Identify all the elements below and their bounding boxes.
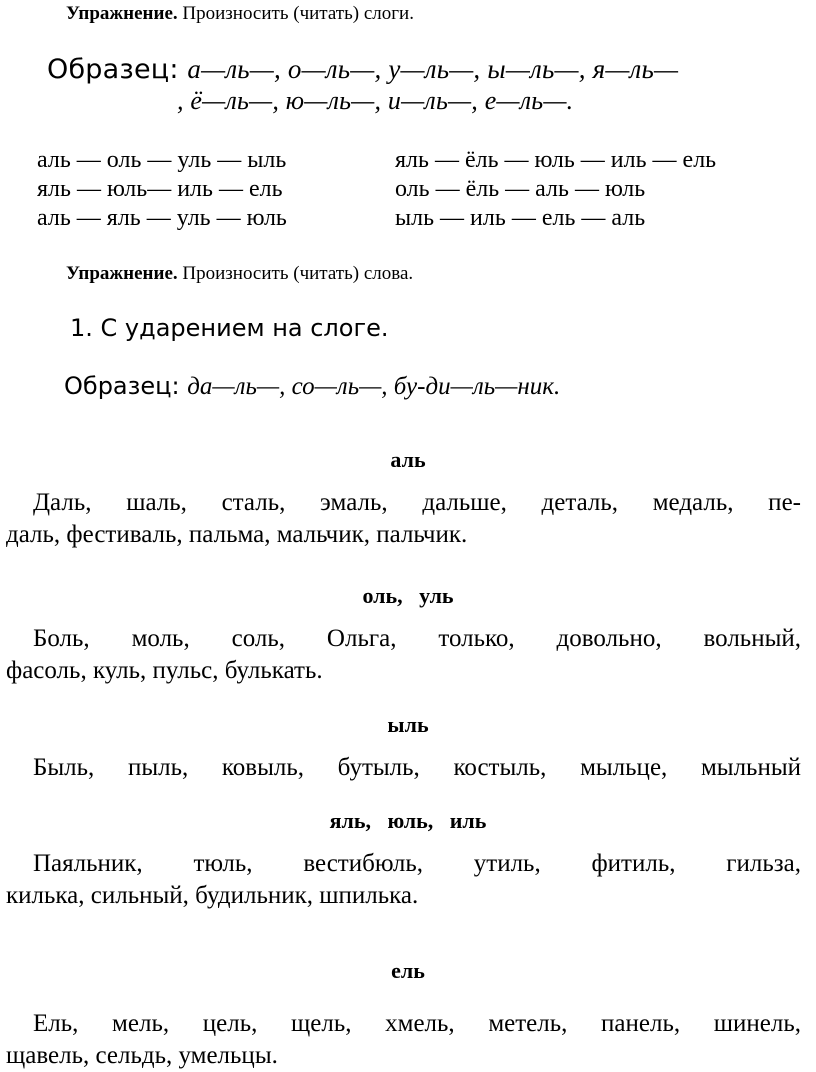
word-line: Даль, шаль, сталь, эмаль, дальше, деталь, медаль, пе-	[33, 489, 801, 516]
sample-prefix: Образец:	[47, 54, 188, 85]
group-heading-el: ель	[391, 958, 425, 983]
sample-prefix: Образец:	[64, 372, 188, 400]
exercise-instruction-syllables	[66, 3, 414, 25]
word-line: килька, сильный, будильник, шпилька.	[6, 882, 419, 909]
group-heading-yl: ыль	[387, 712, 429, 737]
word-line: даль, фестиваль, пальма, мальчик, пальчик.	[6, 521, 468, 548]
section-title: 1. С ударением на слоге.	[70, 314, 389, 342]
syllable-row: ыль — иль — ель — аль	[395, 205, 646, 231]
syllable-row: яль — юль— иль — ель	[37, 176, 283, 202]
sample-syllables-1: а—ль—, о—ль—, у—ль—, ы—ль—, я—ль—	[187, 54, 679, 84]
exercise-label: Упражнение.	[66, 3, 178, 24]
exercise-instruction-words	[66, 263, 413, 285]
syllables-right-column	[395, 146, 716, 233]
group-words-yl	[6, 752, 801, 784]
sample-syllables-2: , ё—ль—, ю—ль—, и—ль—, е—ль—.	[177, 86, 574, 115]
syllable-row: оль — ёль — аль — юль	[395, 176, 646, 202]
word-line: Боль, моль, соль, Ольга, только, довольно, вольный,	[33, 625, 801, 652]
exercise-text: Произносить (читать) слоги.	[177, 3, 414, 24]
syllable-row: аль — яль — уль — юль	[37, 205, 287, 231]
group-words-el	[6, 1008, 801, 1072]
word-line: Быль, пыль, ковыль, бутыль, костыль, мыльце, мыльный	[33, 754, 801, 781]
group-heading-yal-yul-il: яль, юль, иль	[329, 808, 487, 833]
syllables-left-column	[37, 146, 287, 233]
syllable-row: аль — оль — уль — ыль	[37, 147, 287, 173]
syllable-row: яль — ёль — юль — иль — ель	[395, 147, 717, 173]
sample-line-1	[47, 54, 678, 85]
exercise-label: Упражнение.	[66, 263, 178, 284]
word-line: Ель, мель, цель, щель, хмель, метель, панель, шинель,	[33, 1010, 801, 1037]
group-words-ol-ul	[6, 623, 801, 687]
sample-words: да—ль—, со—ль—, бу-ди—ль—ник.	[187, 373, 561, 400]
exercise-text: Произносить (читать) слова.	[177, 263, 414, 284]
word-line: Паяльник, тюль, вестибюль, утиль, фитиль, гильза,	[33, 850, 801, 877]
sample-words-line	[64, 372, 560, 401]
group-words-al	[6, 487, 801, 551]
group-heading-ol-ul: оль, уль	[362, 583, 454, 608]
word-line: щавель, сельдь, умельцы.	[6, 1042, 278, 1069]
group-words-yal-yul-il	[6, 848, 801, 912]
word-line: фасоль, куль, пульс, булькать.	[6, 657, 323, 684]
group-heading-al: аль	[390, 447, 426, 472]
sample-line-2	[177, 86, 573, 116]
